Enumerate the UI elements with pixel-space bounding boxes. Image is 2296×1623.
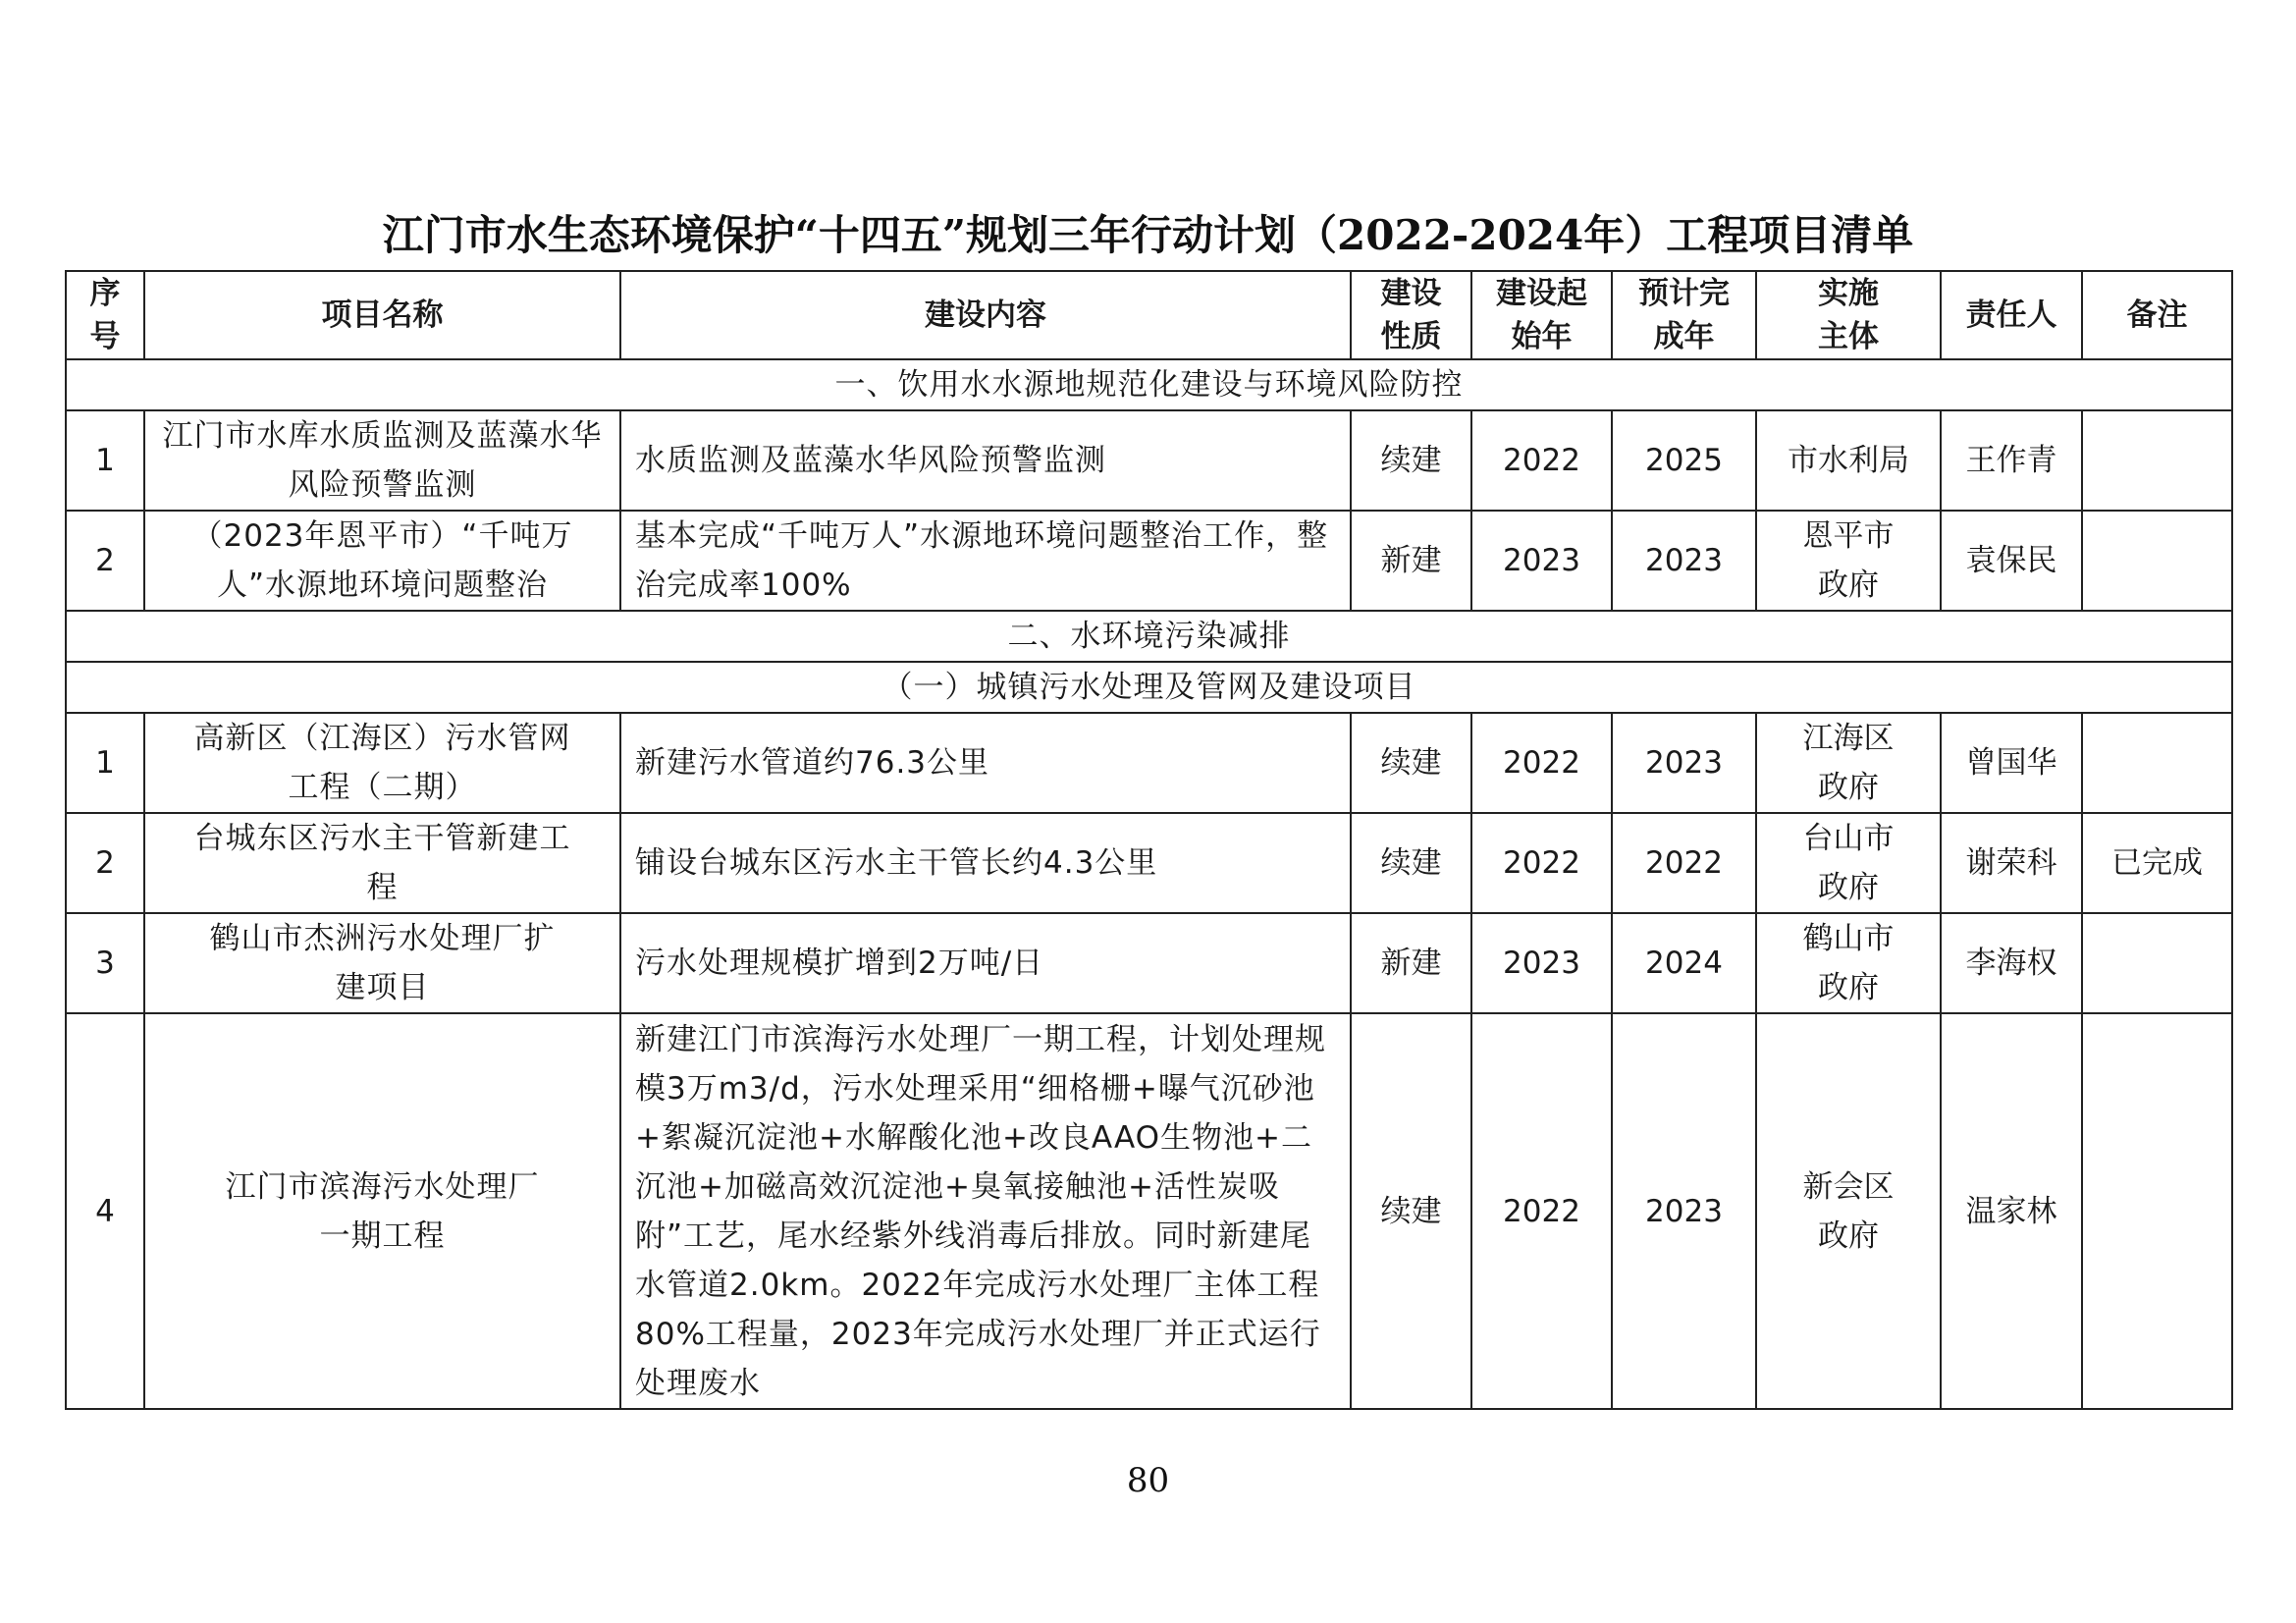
- section-heading: 二、水环境污染减排: [66, 611, 2232, 662]
- header-body: 实施主体: [1756, 271, 1941, 359]
- cell-nature: 续建: [1351, 1013, 1471, 1409]
- cell-name: （2023年恩平市）“千吨万人”水源地环境问题整治: [144, 511, 620, 611]
- cell-person: 曾国华: [1941, 713, 2082, 813]
- cell-content: 水质监测及蓝藻水华风险预警监测: [620, 410, 1351, 511]
- cell-body: 台山市政府: [1756, 813, 1941, 913]
- cell-content: 基本完成“千吨万人”水源地环境问题整治工作，整治完成率100%: [620, 511, 1351, 611]
- cell-nature: 续建: [1351, 410, 1471, 511]
- cell-start-year: 2023: [1471, 511, 1612, 611]
- cell-start-year: 2022: [1471, 410, 1612, 511]
- cell-nature: 续建: [1351, 813, 1471, 913]
- cell-name: 江门市滨海污水处理厂一期工程: [144, 1013, 620, 1409]
- header-person: 责任人: [1941, 271, 2082, 359]
- table-row: [66, 813, 2232, 913]
- cell-note: [2082, 511, 2232, 611]
- cell-start-year: 2022: [1471, 1013, 1612, 1409]
- cell-seq: 2: [66, 511, 144, 611]
- cell-note: [2082, 713, 2232, 813]
- cell-note: [2082, 1013, 2232, 1409]
- cell-person: 李海权: [1941, 913, 2082, 1013]
- cell-start-year: 2023: [1471, 913, 1612, 1013]
- header-seq: 序号: [66, 271, 144, 359]
- document-title: 江门市水生态环境保护“十四五”规划三年行动计划（2022-2024年）工程项目清单: [382, 211, 1914, 259]
- cell-content: 新建江门市滨海污水处理厂一期工程，计划处理规模3万m3/d，污水处理采用“细格栅+曝气沉砂池+絮凝沉淀池+水解酸化池+改良AAO生物池+二沉池+加磁高效沉淀池+臭氧接触池+活性炭吸附”工艺，尾水经紫外线消毒后排放。同时新建尾水管道2.0km。2022年完成污水处理厂主体工程80%工程量，2023年完成污水处理厂并正式运行处理废水: [620, 1013, 1351, 1409]
- header-start-year: 建设起始年: [1471, 271, 1612, 359]
- cell-nature: 新建: [1351, 913, 1471, 1013]
- cell-seq: 2: [66, 813, 144, 913]
- cell-end-year: 2024: [1612, 913, 1756, 1013]
- section-row: [66, 662, 2232, 713]
- cell-content: 污水处理规模扩增到2万吨/日: [620, 913, 1351, 1013]
- cell-body: 鹤山市政府: [1756, 913, 1941, 1013]
- cell-body: 新会区政府: [1756, 1013, 1941, 1409]
- table-header-row: [66, 271, 2232, 359]
- section-row: [66, 611, 2232, 662]
- header-content: 建设内容: [620, 271, 1351, 359]
- header-nature: 建设性质: [1351, 271, 1471, 359]
- section-row: [66, 359, 2232, 410]
- cell-content: 铺设台城东区污水主干管长约4.3公里: [620, 813, 1351, 913]
- cell-seq: 4: [66, 1013, 144, 1409]
- cell-name: 鹤山市杰洲污水处理厂扩建项目: [144, 913, 620, 1013]
- cell-name: 高新区（江海区）污水管网工程（二期）: [144, 713, 620, 813]
- cell-nature: 新建: [1351, 511, 1471, 611]
- cell-end-year: 2022: [1612, 813, 1756, 913]
- table-row: [66, 1013, 2232, 1409]
- cell-body: 江海区政府: [1756, 713, 1941, 813]
- cell-end-year: 2023: [1612, 511, 1756, 611]
- cell-seq: 1: [66, 410, 144, 511]
- section-heading: 一、饮用水水源地规范化建设与环境风险防控: [66, 359, 2232, 410]
- cell-person: 温家林: [1941, 1013, 2082, 1409]
- header-end-year: 预计完成年: [1612, 271, 1756, 359]
- cell-start-year: 2022: [1471, 813, 1612, 913]
- cell-name: 台城东区污水主干管新建工程: [144, 813, 620, 913]
- cell-end-year: 2025: [1612, 410, 1756, 511]
- cell-end-year: 2023: [1612, 1013, 1756, 1409]
- header-note: 备注: [2082, 271, 2232, 359]
- table-row: [66, 913, 2232, 1013]
- cell-body: 市水利局: [1756, 410, 1941, 511]
- cell-note: 已完成: [2082, 813, 2232, 913]
- cell-person: 王作青: [1941, 410, 2082, 511]
- header-name: 项目名称: [144, 271, 620, 359]
- cell-seq: 3: [66, 913, 144, 1013]
- cell-note: [2082, 913, 2232, 1013]
- cell-seq: 1: [66, 713, 144, 813]
- page-number: 80: [1126, 1461, 1170, 1500]
- cell-note: [2082, 410, 2232, 511]
- cell-body: 恩平市政府: [1756, 511, 1941, 611]
- table-row: [66, 511, 2232, 611]
- table-row: [66, 410, 2232, 511]
- cell-start-year: 2022: [1471, 713, 1612, 813]
- cell-content: 新建污水管道约76.3公里: [620, 713, 1351, 813]
- cell-name: 江门市水库水质监测及蓝藻水华风险预警监测: [144, 410, 620, 511]
- cell-end-year: 2023: [1612, 713, 1756, 813]
- subsection-heading: （一）城镇污水处理及管网及建设项目: [66, 662, 2232, 713]
- cell-person: 袁保民: [1941, 511, 2082, 611]
- cell-person: 谢荣科: [1941, 813, 2082, 913]
- project-table: [65, 270, 2233, 1410]
- cell-nature: 续建: [1351, 713, 1471, 813]
- table-row: [66, 713, 2232, 813]
